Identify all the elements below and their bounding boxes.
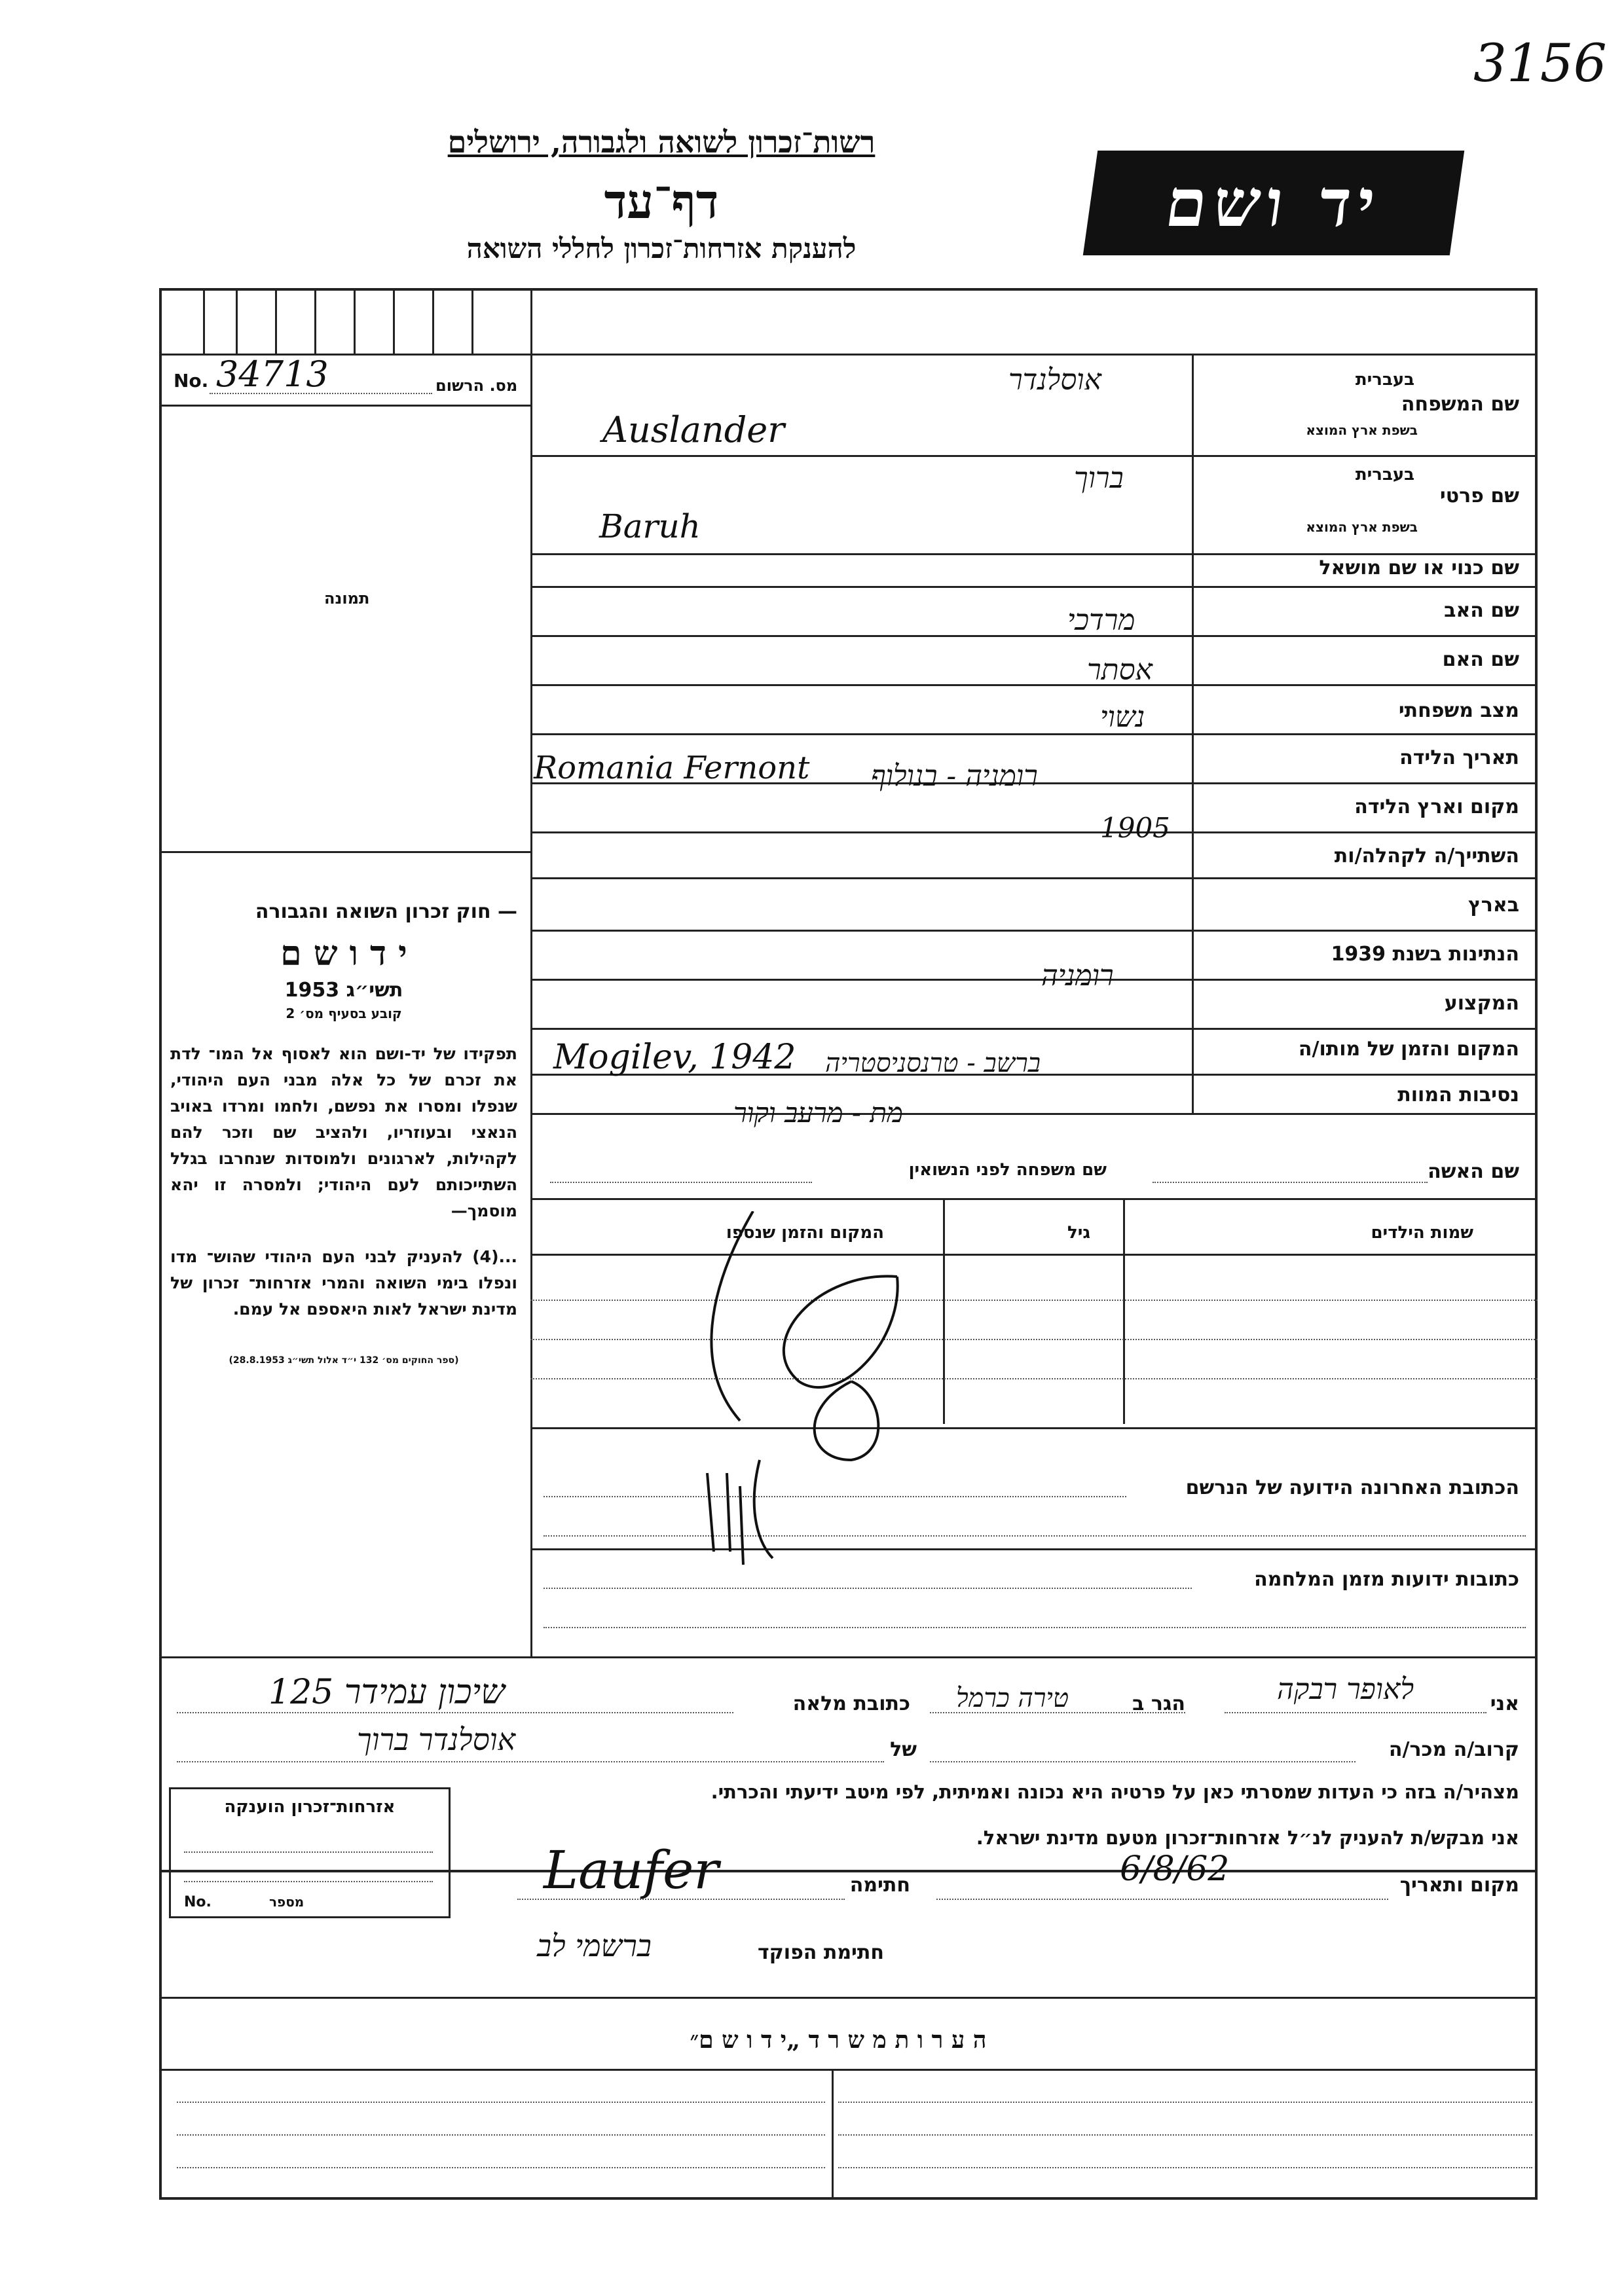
- birth-date-value: 1905: [1100, 812, 1170, 844]
- grant-no-label: No.: [184, 1894, 212, 1910]
- declare-text: מצהיר/ה בזה כי העדות שמסרתי כאן על פרטיה היא נכונה ואמיתית, לפי מיטב ידיעתי והכרתי.: [710, 1781, 1519, 1803]
- grant-number-label: מספר: [269, 1894, 304, 1910]
- father-value: מרדכי: [1067, 604, 1135, 637]
- law-box: [170, 900, 517, 1366]
- country-label: בארץ: [1467, 894, 1519, 917]
- marital-label: מצב משפחתי: [1398, 699, 1519, 722]
- family-name-he-value: אוסלנדר: [1008, 363, 1101, 397]
- authority-title: רשות־זכרון לשואה ולגבורה, ירושלים: [447, 124, 876, 160]
- law-title: — חוק זכרון השואה והגבורה: [255, 900, 517, 923]
- registration-no: No.: [174, 370, 209, 392]
- place-date-label: מקום ותאריך: [1399, 1874, 1519, 1897]
- address-value: שיכון עמידר 125: [268, 1673, 506, 1712]
- city-value: טירה כרמל: [956, 1683, 1069, 1713]
- request-text: אני מבקש/ת להעניק לנ״ל אזרחות־זכרון מטעם מדינת ישראל.: [976, 1827, 1519, 1849]
- death-place-lat-value: Mogilev, 1942: [553, 1038, 796, 1077]
- law-clause: קובע בסעיף מס׳ 2: [286, 1006, 402, 1021]
- registration-label: מס. הרשום: [435, 376, 518, 395]
- signature-value: Laufer: [544, 1840, 719, 1901]
- law-name: י ד ו ש ם: [280, 934, 407, 974]
- citizenship-value: רומניה: [1041, 959, 1114, 993]
- children-label: שמות הילדים: [1371, 1223, 1473, 1243]
- officer-sig-label: חתימת הפוקד: [758, 1941, 884, 1964]
- age-label: גיל: [1067, 1223, 1090, 1243]
- wife-label: שם האשה: [1428, 1160, 1519, 1183]
- photo-label: תמונה: [324, 589, 370, 608]
- mother-value: אסתר: [1087, 653, 1153, 687]
- marital-value: נשוי: [1100, 701, 1145, 734]
- family-name-label: שם המשפחה: [1401, 393, 1519, 416]
- signature-label: חתימה: [849, 1874, 910, 1897]
- war-address-label: כתובות ידועות מזמן המלחמה: [1254, 1568, 1519, 1591]
- grant-title: אזרחות־זכרון הוענקה: [224, 1797, 396, 1817]
- place-time-label: המקום והזמן שנספו: [726, 1223, 884, 1243]
- birth-place-value: רומניה - בנולוף: [871, 759, 1038, 793]
- relative-label: קרוב/ה מכר/ה: [1388, 1738, 1519, 1761]
- full-address-label: כתובת מלאה: [792, 1692, 910, 1715]
- family-name-lat-value: Auslander: [602, 409, 785, 450]
- declarant-name-value: לאופר רבקה: [1277, 1673, 1414, 1706]
- first-name-lat-value: Baruh: [599, 507, 701, 545]
- top-strip-line: [159, 354, 1538, 355]
- officer-sig-value: ברשמי לב: [537, 1928, 652, 1963]
- relation-value: אוסלנדר ברוך: [357, 1722, 516, 1757]
- father-label: שם האב: [1444, 599, 1519, 622]
- birth-place-label: מקום וארץ הלידה: [1354, 795, 1519, 818]
- first-name-he-value: ברוך: [1074, 462, 1124, 495]
- profession-label: המקצוע: [1444, 992, 1519, 1015]
- yad-vashem-logo: [1083, 151, 1464, 255]
- nickname-label: שם כנוי או שם מושאל: [1319, 556, 1519, 579]
- date-value: 6/8/62: [1120, 1850, 1230, 1889]
- death-place-value: ברשב - טרנסניסטריה: [825, 1048, 1041, 1078]
- origin-lang-label-2: בשפת ארץ המוצא: [1306, 519, 1418, 535]
- in-hebrew-label-2: בעברית: [1355, 465, 1414, 484]
- law-source: (ספר החוקים מס׳ 132 י״ד אלול תשי״ג 28.8.1953): [229, 1355, 459, 1366]
- registration-number-value: 34713: [216, 354, 329, 395]
- page-subtitle: להענקת אזרחות־זכרון לחללי השואה: [466, 232, 857, 264]
- birth-date-label: תאריך הלידה: [1399, 746, 1519, 769]
- office-notes-title: ה ע ר ו ת מ ש ר ד „י ד ו ש ם״: [690, 2026, 987, 2054]
- archive-number: 3156: [1473, 33, 1607, 94]
- form-frame-bottom: [159, 1656, 1538, 2200]
- law-text-2: ...(4) להעניק לבני העם היהודי שהוש־ מדו ונפלו בימי השואה והמרי אזרחות־ זכרון של מדינת ישראל לאות היאספם אל עמם.: [170, 1247, 517, 1319]
- page-title: דף־עד: [604, 173, 719, 229]
- death-circ-label: נסיבות המוות: [1397, 1084, 1519, 1106]
- community-label: השתייך/ה לקהלה/ות: [1334, 845, 1519, 867]
- panel-divider: [530, 288, 532, 1656]
- i-label: אני: [1490, 1692, 1519, 1715]
- in-hebrew-label-1: בעברית: [1355, 370, 1414, 390]
- maiden-label: שם משפחה לפני הנשואין: [908, 1160, 1107, 1180]
- citizenship-label: הנתינות בשנת 1939: [1331, 943, 1519, 966]
- law-text-1: תפקידו של יד-ושם הוא לאסוף אל המו־ לדת את זכרם של כל אלה מבני העם היהודי, שנפלו ומסרו את נפשם, ולחמו ומרדו באויב הנאצי ובעוזריו, ולהציב שם וזכר להם לקהילות, לארגונים ולמוסדות שנחרבו בגלל השתייכותם לעם היהודי; ולמסרה זו יהא מוסמך—: [170, 1044, 517, 1220]
- origin-lang-label-1: בשפת ארץ המוצא: [1306, 422, 1418, 438]
- logo-text: יד ושם: [1160, 164, 1387, 242]
- cancellation-mark: [668, 1211, 956, 1578]
- last-address-label: הכתובת האחרונה הידועה של הנרשם: [1185, 1476, 1519, 1499]
- mother-label: שם האם: [1442, 648, 1519, 671]
- law-year: תשי״ג 1953: [284, 979, 403, 1002]
- resides-label: הגר ב: [1132, 1692, 1185, 1715]
- death-circ-value: מת - מרעב וקור: [733, 1097, 903, 1129]
- of-label: של: [890, 1738, 917, 1761]
- death-place-label: המקום והזמן של מותו/ה: [1298, 1038, 1519, 1061]
- first-name-label: שם פרטי: [1439, 484, 1519, 507]
- birth-place-lat-value: Romania Fernont: [534, 750, 810, 786]
